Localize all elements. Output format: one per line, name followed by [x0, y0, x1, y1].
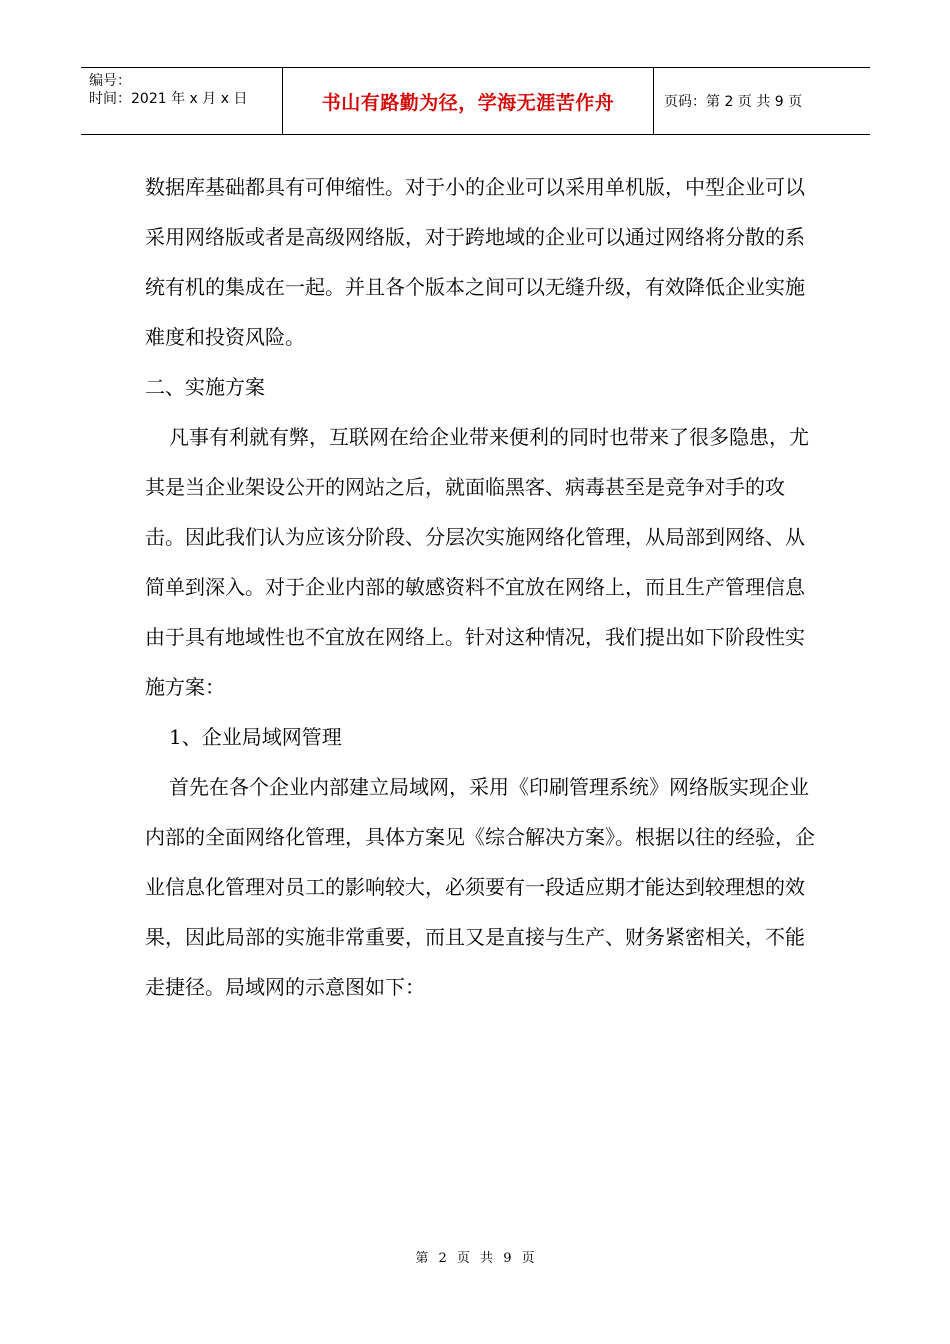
page-footer: 第 2 页 共 9 页	[415, 1251, 535, 1266]
paragraph-intro: 数据库基础都具有可伸缩性。对于小的企业可以采用单机版，中型企业可以采用网络版或者是高级网络版，对于跨地域的企业可以通过网络将分散的系统有机的集成在一起。并且各个版本之间可以无缝升级，有效降低企业实施难度和投资风险。	[145, 175, 805, 349]
document-date: 时间：2021 年 x 月 x 日	[89, 91, 248, 107]
paragraph-implementation: 凡事有利就有弊，互联网在给企业带来便利的同时也带来了很多隐患，尤其是当企业架设公开的网站之后，就面临黑客、病毒甚至是竞争对手的攻击。因此我们认为应该分阶段、分层次实施网络化管理，从局部到网络、从简单到深入。对于企业内部的敏感资料不宜放在网络上，而且生产管理信息由于具有地域性也不宜放在网络上。针对这种情况，我们提出如下阶段性实施方案：	[145, 425, 809, 699]
header-motto: 书山有路勤为径，学海无涯苦作舟	[282, 68, 654, 134]
paragraph-lan: 首先在各个企业内部建立局域网，采用《印刷管理系统》网络版实现企业内部的全面网络化管理，具体方案见《综合解决方案》。根据以往的经验，企业信息化管理对员工的影响较大，必须要有一段适应期才能达到较理想的效果，因此局部的实施非常重要，而且又是直接与生产、财务紧密相关，不能走捷径。局域网的示意图如下：	[145, 775, 815, 999]
document-number-label: 编号：	[89, 73, 131, 89]
section-heading-implementation: 二、实施方案	[145, 375, 265, 399]
page-header	[81, 67, 870, 135]
header-page-info: 页码：第 2 页 共 9 页	[664, 94, 803, 110]
subsection-heading-lan: 1、企业局域网管理	[169, 725, 342, 749]
document-body	[145, 162, 815, 1012]
header-meta	[81, 68, 282, 134]
